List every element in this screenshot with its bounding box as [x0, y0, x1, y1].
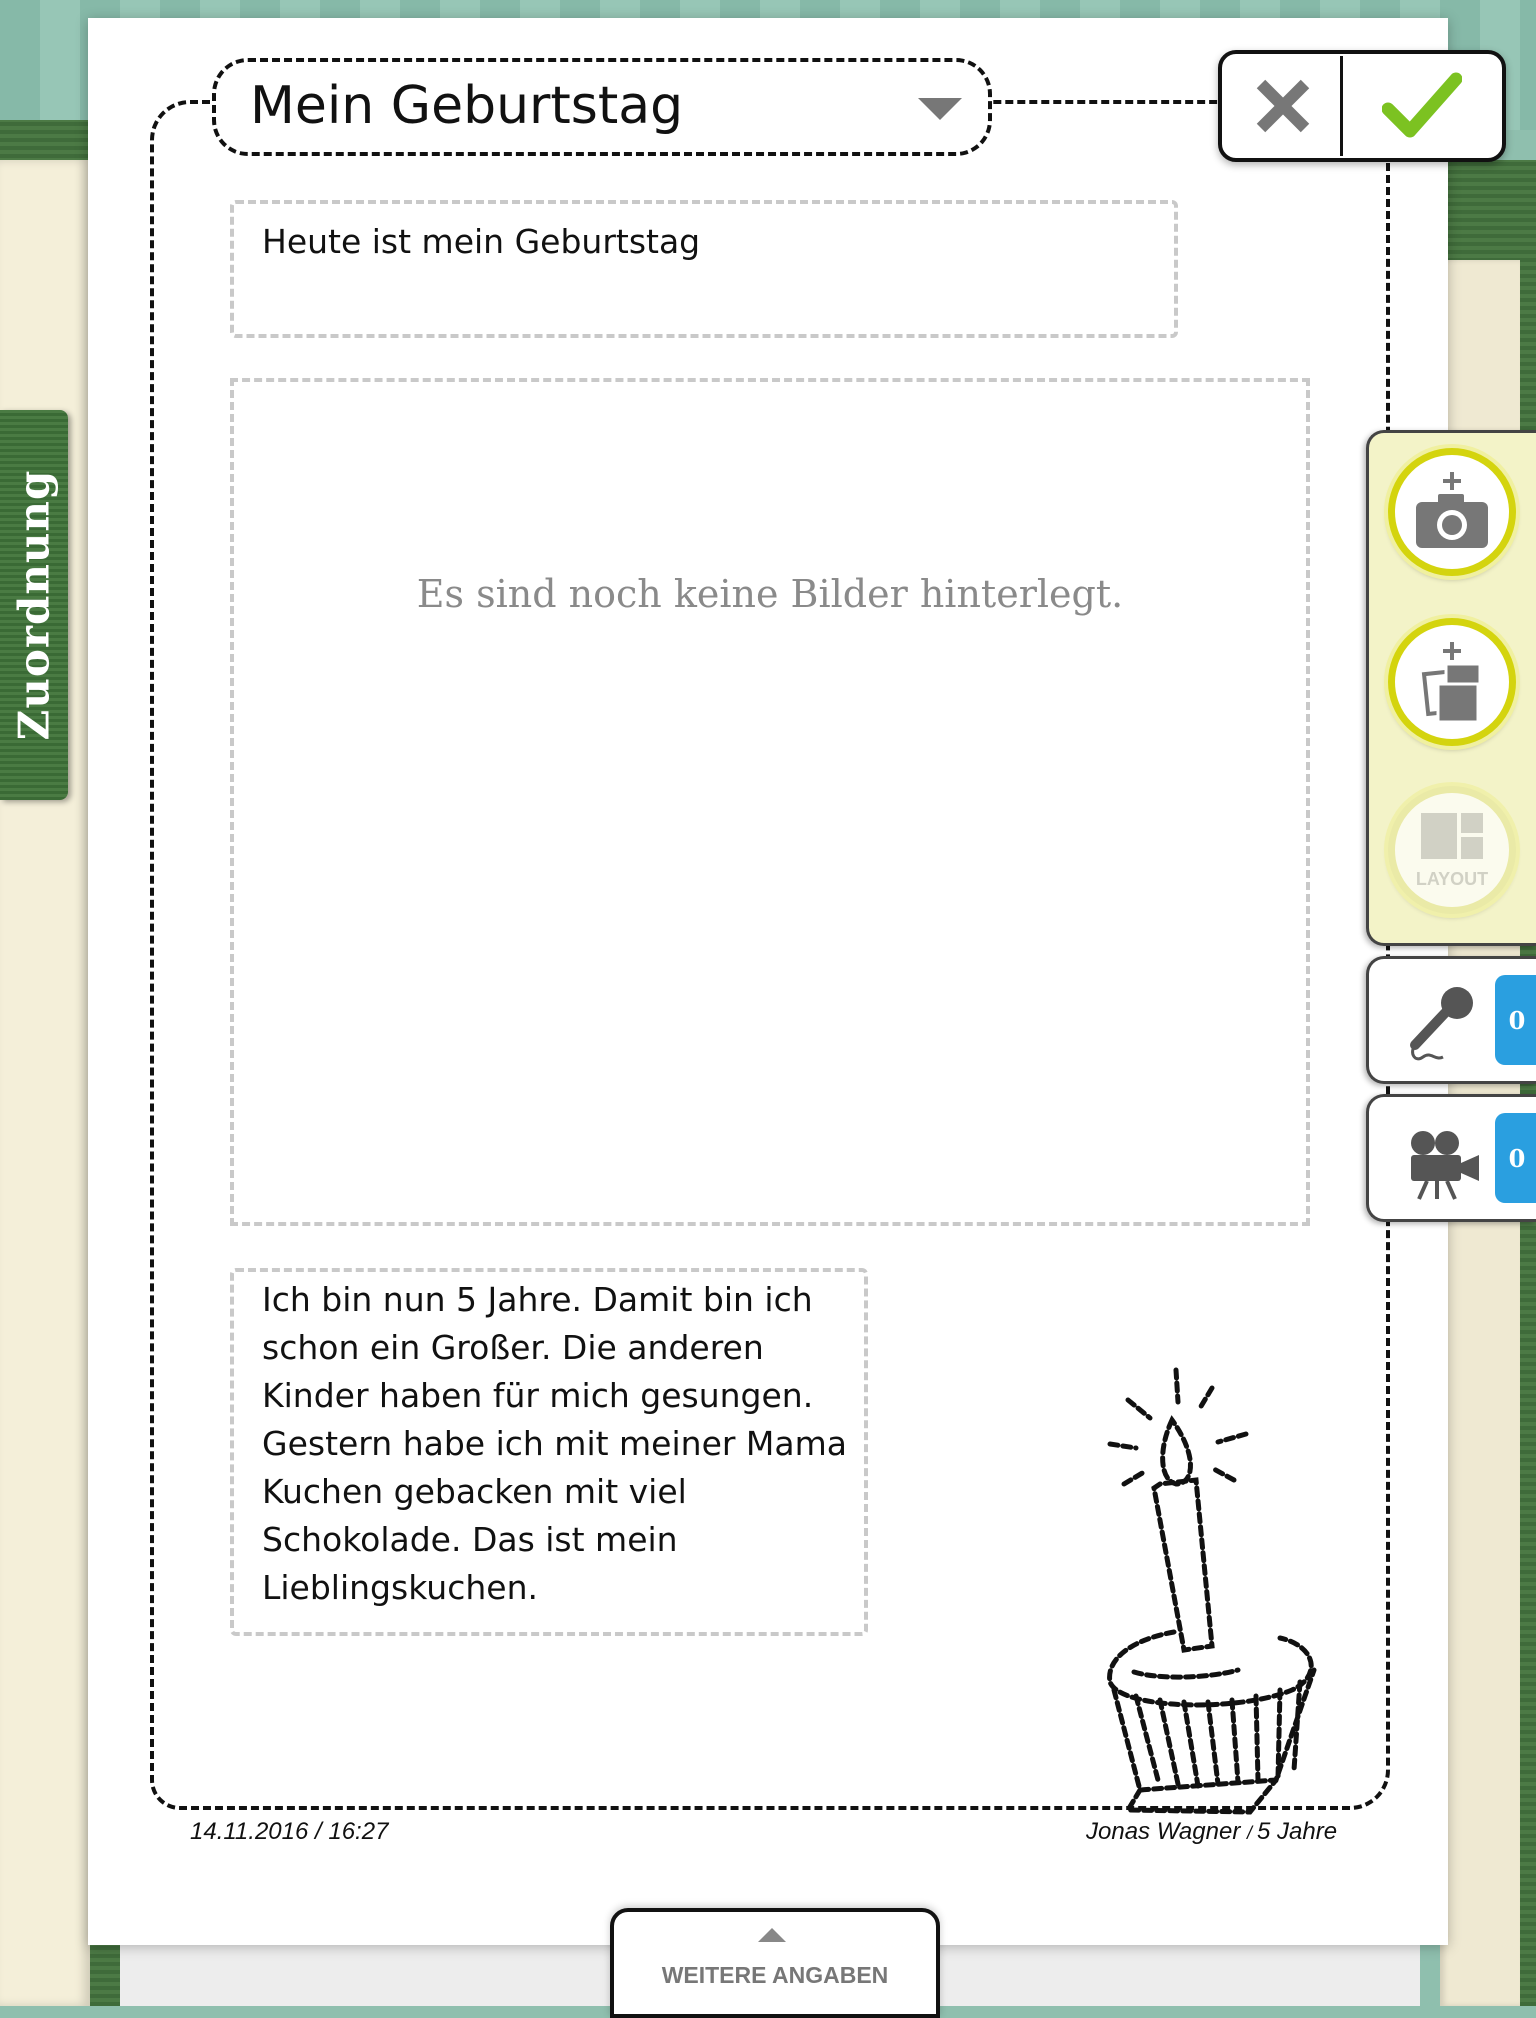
- image-empty-message: Es sind noch keine Bilder hinterlegt.: [416, 572, 1124, 616]
- gallery-add-icon: [1408, 638, 1496, 726]
- meta-separator: /: [315, 1818, 329, 1845]
- subtitle-text: Heute ist mein Geburtstag: [262, 222, 701, 261]
- confirm-button[interactable]: [1344, 56, 1500, 156]
- chevron-down-icon[interactable]: [918, 98, 962, 120]
- audio-tab[interactable]: [1366, 956, 1536, 1084]
- video-camera-icon: [1403, 1127, 1487, 1203]
- page-title: Mein Geburtstag: [250, 76, 684, 136]
- camera-add-icon: [1408, 468, 1496, 556]
- video-count-badge: 0: [1495, 1113, 1536, 1203]
- layout-icon: [1407, 805, 1497, 895]
- divider: [1340, 56, 1343, 156]
- microphone-icon: [1405, 983, 1483, 1065]
- video-tab[interactable]: [1366, 1094, 1536, 1222]
- chevron-up-icon: [758, 1928, 786, 1942]
- image-dropzone[interactable]: [230, 378, 1310, 1226]
- meta-separator: /: [1246, 1823, 1257, 1843]
- checkmark-icon: [1382, 71, 1462, 141]
- add-from-gallery-button[interactable]: [1388, 618, 1516, 746]
- cancel-button[interactable]: [1224, 56, 1342, 156]
- add-photo-button[interactable]: [1388, 448, 1516, 576]
- more-details-label: WEITERE ANGABEN: [661, 1962, 889, 1988]
- close-icon: [1251, 74, 1315, 138]
- audio-count-badge: 0: [1495, 975, 1536, 1065]
- layout-label: LAYOUT: [1415, 869, 1489, 889]
- child-info: [1086, 1818, 1337, 1846]
- candle-cupcake-illustration: [1100, 1360, 1360, 1830]
- subtitle-field[interactable]: [230, 200, 1178, 338]
- entry-date: 14.11.2016: [190, 1818, 309, 1845]
- child-name: Jonas Wagner: [1086, 1818, 1241, 1845]
- child-age: 5 Jahre: [1257, 1818, 1338, 1845]
- story-text: Ich bin nun 5 Jahre. Damit bin ich schon ein Großer. Die anderen Kinder haben für mich gesungen. Gestern habe ich mit meiner Mama Kuchen gebacken mit viel Schokolade. Das ist mein Lieblingskuchen.: [262, 1280, 847, 1607]
- entry-datetime: [190, 1818, 388, 1846]
- entry-time: 16:27: [328, 1818, 389, 1845]
- side-tab-zuordnung[interactable]: [0, 410, 68, 800]
- layout-button[interactable]: [1388, 786, 1516, 914]
- side-tab-label: Zuordnung: [9, 469, 59, 741]
